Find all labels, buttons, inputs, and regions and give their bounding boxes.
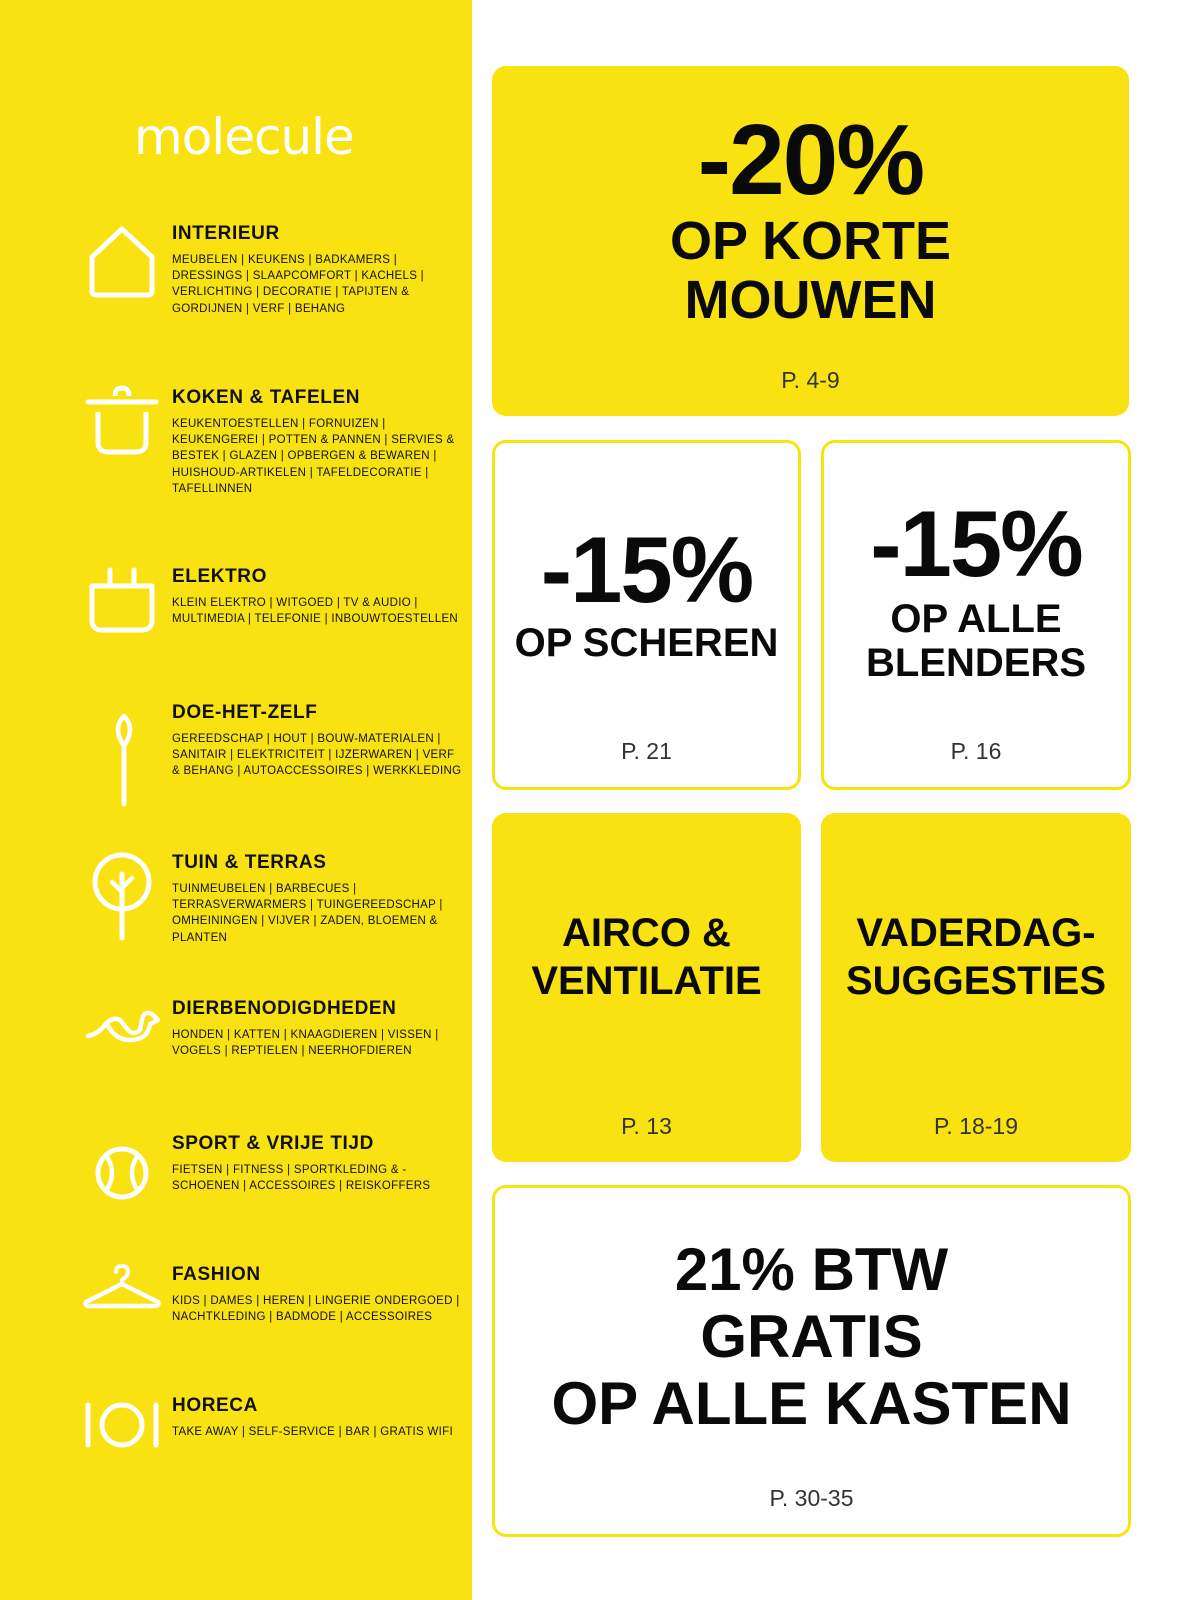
plate-cutlery-icon: [82, 1393, 162, 1473]
cooking-pot-icon: [82, 384, 162, 464]
promo-page-ref: P. 13: [621, 1113, 672, 1139]
category-items: MEUBELEN | KEUKENS | BADKAMERS | DRESSINGS | SLAAPCOMFORT | KACHELS | VERLICHTING | DECORATIE | TAPIJTEN & GORDIJNEN | VERF | BEHANG: [172, 254, 424, 315]
category-sidebar: [0, 0, 472, 1600]
category-items: TAKE AWAY | SELF-SERVICE | BAR | GRATIS WIFI: [172, 1426, 453, 1438]
category-title: SPORT & VRIJE TIJD: [172, 1133, 374, 1154]
category-items: HONDEN | KATTEN | KNAAGDIEREN | VISSEN | VOGELS | REPTIELEN | NEERHOFDIEREN: [172, 1029, 439, 1058]
category-title: HORECA: [172, 1395, 258, 1416]
promo-vaderdag[interactable]: [821, 813, 1131, 1162]
category-items: KEUKENTOESTELLEN | FORNUIZEN | KEUKENGEREI | POTTEN & PANNEN | SERVIES & BESTEK | GLAZEN | OPBERGEN & BEWAREN | HUISHOUD-ARTIKELEN | TAFELDECORATIE | TAFELLINNEN: [172, 418, 455, 495]
category-title: DIERBENODIGDHEDEN: [172, 998, 397, 1019]
promo-scheren[interactable]: [492, 440, 801, 790]
category-items: GEREEDSCHAP | HOUT | BOUW-MATERIALEN | SANITAIR | ELEKTRICITEIT | IJZERWAREN | VERF & BEHANG | AUTOACCESSOIRES | WERKKLEDING: [172, 733, 462, 778]
promo-page-ref: P. 16: [950, 738, 1002, 764]
category-items: KLEIN ELEKTRO | WITGOED | TV & AUDIO | MULTIMEDIA | TELEFONIE | INBOUWTOESTELLEN: [172, 597, 459, 626]
promo-line: BLENDERS: [865, 641, 1087, 685]
promo-line: VADERDAG-: [856, 911, 1096, 955]
category-title: ELEKTRO: [172, 566, 267, 587]
promo-line: MOUWEN: [684, 270, 937, 331]
promo-page-ref: P. 30-35: [769, 1485, 854, 1511]
category-title: TUIN & TERRAS: [172, 852, 327, 873]
category-title: KOKEN & TAFELEN: [172, 387, 361, 408]
category-title: FASHION: [172, 1264, 261, 1285]
promo-line: OP ALLE KASTEN: [551, 1370, 1072, 1438]
power-plug-icon: [82, 566, 162, 646]
promo-page-ref: P. 21: [621, 738, 672, 764]
promo-line: OP ALLE: [890, 597, 1062, 641]
promo-page-ref: P. 4-9: [781, 367, 840, 393]
promo-line: VENTILATIE: [531, 959, 762, 1003]
promo-discount: -15%: [540, 517, 753, 622]
promo-line: SUGGESTIES: [845, 959, 1107, 1003]
dog-icon: [82, 998, 162, 1078]
clothes-hanger-icon: [82, 1264, 162, 1344]
house-icon: [82, 223, 162, 303]
tree-icon: [82, 852, 162, 942]
category-title: DOE-HET-ZELF: [172, 702, 318, 723]
promo-korte-mouwen[interactable]: [492, 66, 1129, 416]
promo-discount: -15%: [870, 491, 1082, 596]
promo-line: GRATIS: [700, 1303, 923, 1371]
promo-page-ref: P. 18-19: [934, 1113, 1018, 1139]
category-items: FIETSEN | FITNESS | SPORTKLEDING & -SCHOENEN | ACCESSOIRES | REISKOFFERS: [172, 1164, 431, 1193]
promo-airco[interactable]: [492, 813, 801, 1162]
category-items: TUINMEUBELEN | BARBECUES | TERRASVERWARMERS | TUINGEREEDSCHAP | OMHEININGEN | VIJVER | ZADEN, BLOEMEN & PLANTEN: [172, 883, 443, 944]
tennis-ball-icon: [82, 1139, 162, 1219]
category-items: KIDS | DAMES | HEREN | LINGERIE ONDERGOED | NACHTKLEDING | BADMODE | ACCESSOIRES: [172, 1295, 460, 1324]
category-title: INTERIEUR: [172, 223, 280, 244]
promo-line: OP KORTE: [669, 211, 952, 271]
promo-line: AIRCO &: [562, 911, 731, 955]
promo-blenders[interactable]: [821, 440, 1131, 790]
promo-line: 21% BTW: [674, 1236, 949, 1303]
promo-kasten[interactable]: [492, 1185, 1131, 1537]
promo-discount: -20%: [697, 104, 924, 216]
screwdriver-icon: [82, 712, 162, 812]
brand-logo: molecule: [134, 108, 354, 166]
promo-line: OP SCHEREN: [514, 621, 779, 665]
